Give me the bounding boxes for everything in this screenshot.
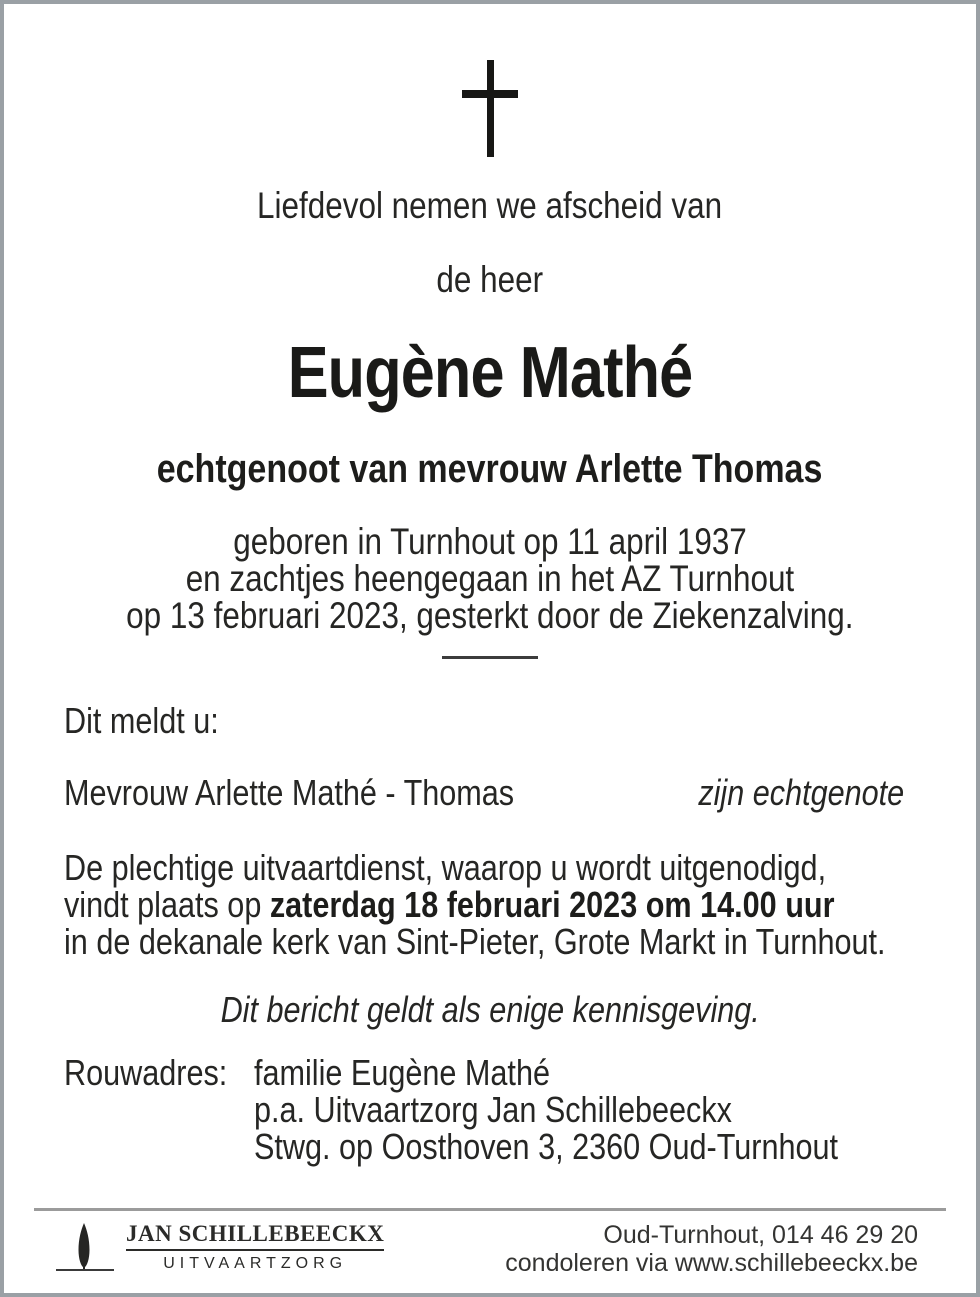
death-line-1: en zachtjes heengegaan in het AZ Turnhout xyxy=(185,558,795,599)
footer xyxy=(4,1208,976,1277)
footer-rule xyxy=(34,1208,946,1211)
relative-role: zijn echtgenote xyxy=(698,772,904,813)
cypress-tree-icon xyxy=(70,1223,98,1271)
salutation-text: de heer xyxy=(436,259,544,300)
section-divider xyxy=(442,656,538,659)
footer-body xyxy=(4,1221,976,1277)
intro-line xyxy=(4,184,976,228)
service-line-1: De plechtige uitvaartdienst, waarop u wordt uitgenodigd, xyxy=(64,847,827,888)
mourning-address-lines xyxy=(254,1054,941,1165)
deceased-name: Eugène Mathé xyxy=(287,333,693,413)
death-line-2: op 13 februari 2023, gesterkt door de Ziekenzalving. xyxy=(126,595,854,636)
footer-phone-line: Oud-Turnhout, 014 46 29 20 xyxy=(603,1221,918,1249)
service-datetime: zaterdag 18 februari 2023 om 14.00 uur xyxy=(269,884,835,925)
footer-contact xyxy=(505,1221,918,1277)
birth-line: geboren in Turnhout op 11 april 1937 xyxy=(233,521,747,562)
cross-icon xyxy=(462,60,518,157)
salutation-line xyxy=(4,258,976,302)
life-dates-block xyxy=(4,523,976,634)
relation-line: echtgenoot van mevrouw Arlette Thomas xyxy=(157,447,823,491)
logo-text xyxy=(126,1221,384,1273)
service-paragraph xyxy=(4,849,976,960)
single-notice-line: Dit bericht geldt als enige kennisgeving. xyxy=(220,989,760,1030)
relative-name: Mevrouw Arlette Mathé - Thomas xyxy=(64,772,515,813)
announcement-lead: Dit meldt u: xyxy=(64,700,219,741)
tree-base-line xyxy=(56,1269,114,1271)
intro-text: Liefdevol nemen we afscheid van xyxy=(257,185,723,226)
mourning-address-line-2: p.a. Uitvaartzorg Jan Schillebeeckx xyxy=(254,1089,732,1130)
mourning-address-label: Rouwadres: xyxy=(64,1052,228,1093)
service-line-2-prefix: vindt plaats op xyxy=(64,884,270,925)
mourning-address-line-3: Stwg. op Oosthoven 3, 2360 Oud-Turnhout xyxy=(254,1126,839,1167)
footer-condolence-line: condoleren via www.schillebeeckx.be xyxy=(505,1249,918,1277)
service-line-3: in de dekanale kerk van Sint-Pieter, Grote Markt in Turnhout. xyxy=(64,921,886,962)
funeral-home-name: JAN SCHILLEBEECKX xyxy=(126,1221,384,1251)
cross-icon-wrap xyxy=(4,60,976,162)
relative-row xyxy=(4,771,976,815)
funeral-home-tagline: UITVAARTZORG xyxy=(163,1255,348,1272)
mourning-address-block xyxy=(4,1054,976,1165)
funeral-home-logo xyxy=(56,1221,384,1273)
cypress-tree-icon-wrap xyxy=(56,1221,122,1273)
mourning-address-line-1: familie Eugène Mathé xyxy=(254,1052,550,1093)
service-line-2 xyxy=(64,886,976,923)
